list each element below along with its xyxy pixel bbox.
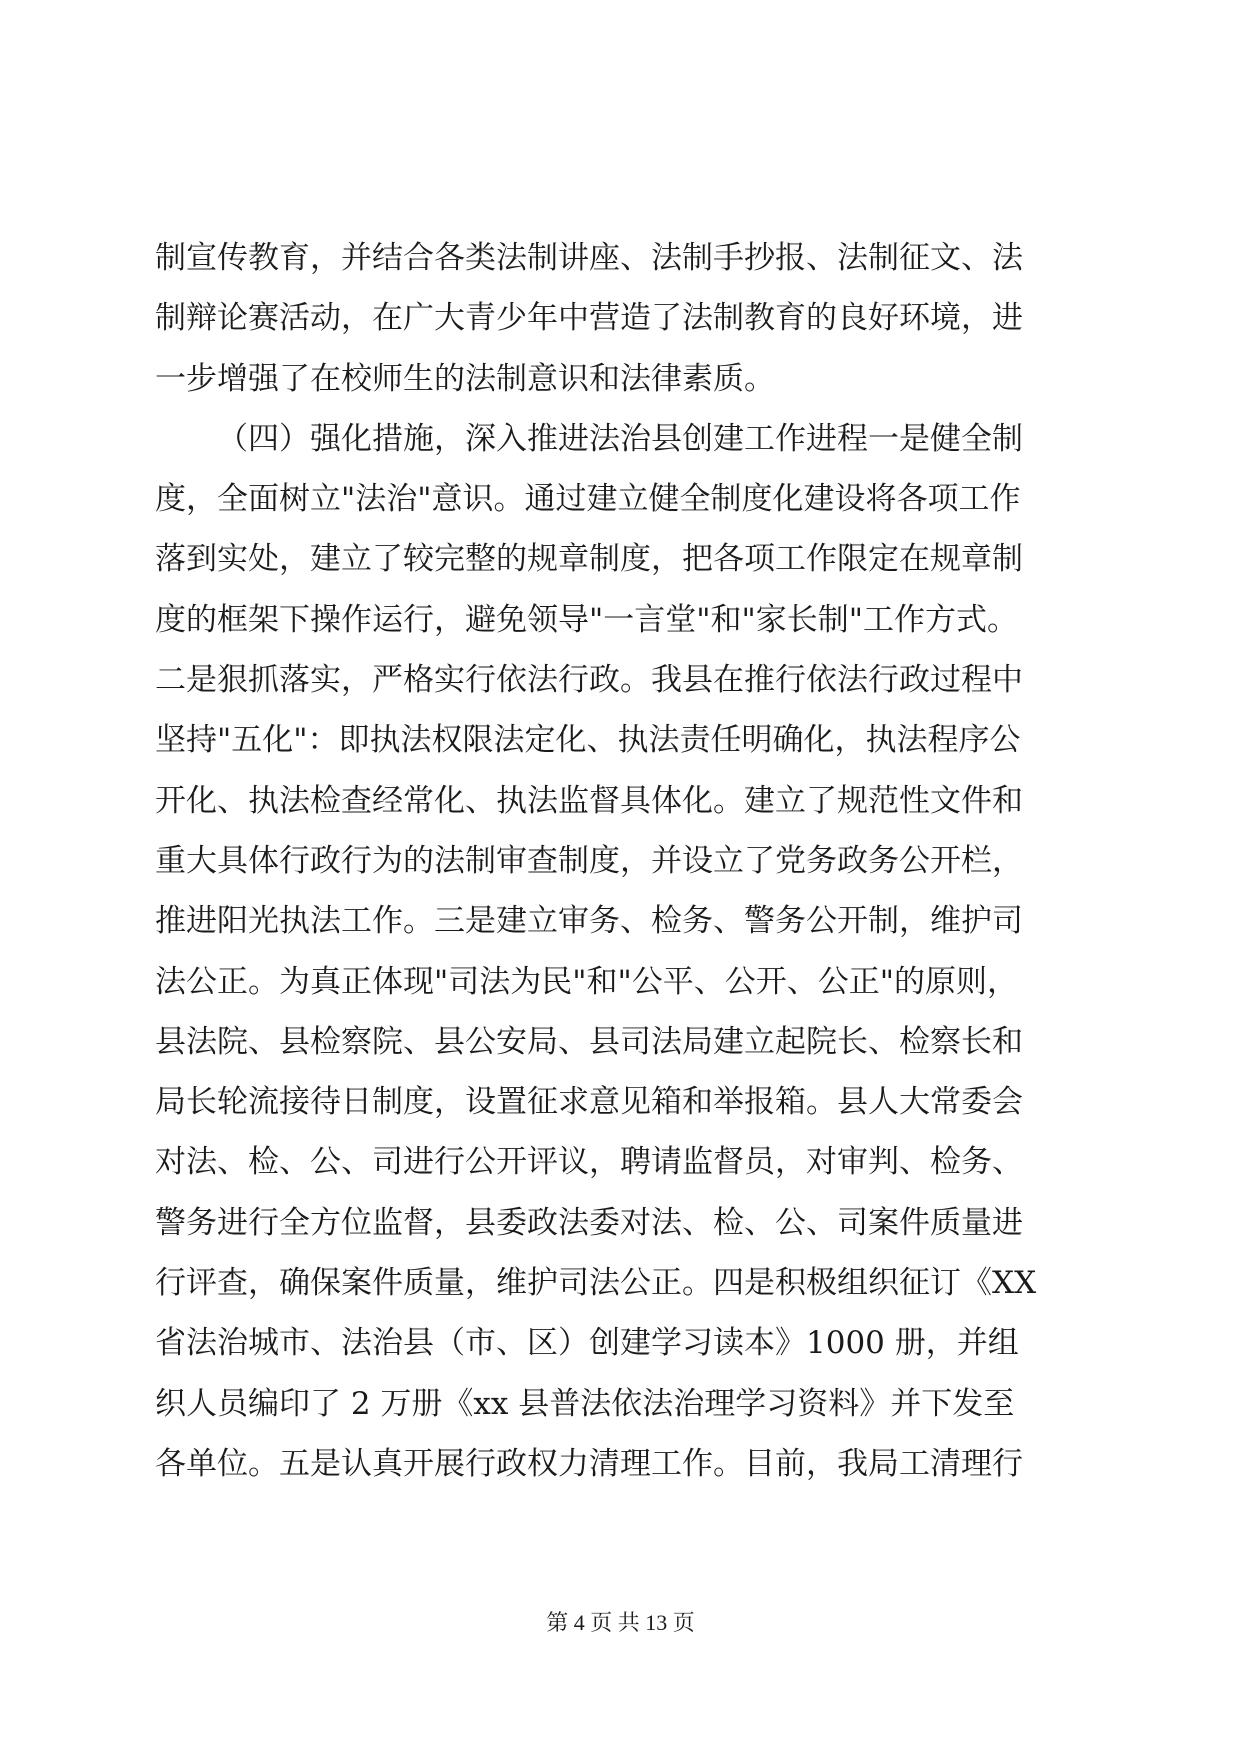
text-line-5: 度，全面树立"法治"意识。通过建立健全制度化建设将各项工作 (155, 481, 1021, 518)
text-line-4: （四）强化措施，深入推进法治县创建工作进程一是健全制 (217, 420, 1023, 457)
text-line-11: 重大具体行政行为的法制审查制度，并设立了党务政务公开栏， (155, 842, 1023, 879)
text-line-1: 制宣传教育，并结合各类法制讲座、法制手抄报、法制征文、法 (155, 240, 1023, 276)
page-footer: 第 4 页 共 13 页 (546, 1610, 695, 1635)
text-line-19: 省法治城市、法治县（市、区）创建学习读本》1000 册，并组 (155, 1325, 1019, 1362)
text-line-2: 制辩论赛活动，在广大青少年中营造了法制教育的良好环境，进 (155, 300, 1023, 337)
text-line-7: 度的框架下操作运行，避免领导"一言堂"和"家长制"工作方式。 (155, 601, 1019, 638)
text-line-21: 各单位。五是认真开展行政权力清理工作。目前，我局工清理行 (155, 1445, 1023, 1482)
text-line-12: 推进阳光执法工作。三是建立审务、检务、警务公开制，维护司 (155, 903, 1023, 940)
text-line-6: 落到实处，建立了较完整的规章制度，把各项工作限定在规章制 (155, 541, 1023, 578)
body-text (155, 228, 1090, 1494)
text-line-15: 局长轮流接待日制度，设置征求意见箱和举报箱。县人大常委会 (155, 1084, 1023, 1121)
text-line-13: 法公正。为真正体现"司法为民"和"公平、公开、公正"的原则， (155, 963, 1019, 1000)
text-line-17: 警务进行全方位监督，县委政法委对法、检、公、司案件质量进 (155, 1204, 1023, 1241)
text-line-14: 县法院、县检察院、县公安局、县司法局建立起院长、检察长和 (155, 1023, 1023, 1060)
text-line-8: 二是狠抓落实，严格实行依法行政。我县在推行依法行政过程中 (155, 662, 1023, 699)
text-line-10: 开化、执法检查经常化、执法监督具体化。建立了规范性文件和 (155, 782, 1023, 819)
text-line-20: 织人员编印了 2 万册《xx 县普法依法治理学习资料》并下发至 (155, 1385, 1015, 1422)
text-line-16: 对法、检、公、司进行公开评议，聘请监督员，对审判、检务、 (155, 1144, 1023, 1181)
text-line-18: 行评查，确保案件质量，维护司法公正。四是积极组织征订《XX (155, 1265, 1037, 1302)
text-line-9: 坚持"五化"：即执法权限法定化、执法责任明确化，执法程序公 (155, 722, 1021, 759)
text-line-3: 一步增强了在校师生的法制意识和法律素质。 (155, 360, 775, 397)
